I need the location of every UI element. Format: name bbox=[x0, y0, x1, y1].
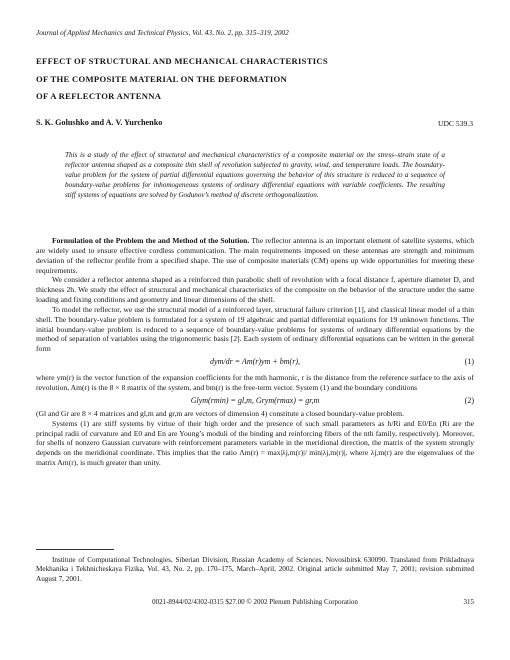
paragraph-1-text: The reflector antenna is an important element of satellite systems, which are widely used to ensure effective cordless communication. The main requirements imposed on these antennas are strength and minimum deviation of the reflector profile from a specified shape. The use of composite materials (CM) opens up wide opportunities for meeting these requirements. bbox=[36, 236, 474, 275]
title-line-2: OF THE COMPOSITE MATERIAL ON THE DEFORMATION bbox=[36, 73, 287, 84]
main-text bbox=[36, 236, 474, 468]
title-line-1: EFFECT OF STRUCTURAL AND MECHANICAL CHARACTERISTICS bbox=[36, 56, 329, 66]
title-line-3: OF A REFLECTOR ANTENNA bbox=[36, 91, 162, 101]
equation-2-number: (2) bbox=[464, 395, 474, 405]
footnote-rule bbox=[36, 549, 114, 550]
footnote bbox=[36, 556, 474, 584]
paragraph-4: where ym(r) is the vector function of the expansion coefficients for the mth harmonic, r is the distance from the reference surface to the axis of revolution, Am(r) is the 8 × 8 matrix of the system, and bm(r) is the free-term vector. System (1) and the boundary conditions bbox=[36, 373, 474, 392]
paragraph-5: (Gl and Gr are 8 × 4 matrices and gl,m and gr,m are vectors of dimension 4) constitute a closed boundary-value problem. bbox=[36, 408, 404, 418]
paragraph-2: We consider a reflector antenna shaped as a reinforced thin parabolic shell of revolution with a focal distance f, aperture diameter D, and thickness 2h. We study the effect of structural and mechanical characteristics of the composite on the behavior of the structure under the same loading and fixing conditions and geometry and linear dimensions of the shell. bbox=[36, 275, 474, 305]
equation-1-body: dym/dr = Am(r)ym + bm(r), bbox=[210, 357, 300, 367]
paragraph-1 bbox=[36, 236, 474, 275]
equation-2 bbox=[36, 393, 474, 409]
abstract: This is a study of the effect of structural and mechanical characteristics of a composite material on the stress–strain state of a reflector antenna shaped as a composite thin shell of revolution subjected to gravity, wind, and temperature loads. The boundary-value problem for the system of partial differential equations governing the behavior of this structure is reduced to a sequence of boundary-value problems for inhomogeneous systems of ordinary differential equations with variable coefficients. The resulting stiff systems of equations are solved by Godunov’s method of discrete orthogonalization. bbox=[65, 151, 445, 199]
page-number: 315 bbox=[463, 598, 474, 606]
paragraph-6: Systems (1) are stiff systems by virtue of their high order and the presence of such small parameters as h/Ri and E0/En (Ri are the principal radii of curvature and E0 and En are Young’s moduli of the binding and reinforcing fibers of the nth family, respectively). Moreover, for shells of nonzero Gaussian curvature with reinforcement parameters variable in the meridional direction, the matrix of the system strongly depends on the meridional coordinate. This implies that the ratio Λm(r) = max|λj,m(r)|/ min|λj,m(r)|, where λj,m(r) are the eigenvalues of the matrix Am(r), is much greater than unity. bbox=[36, 418, 474, 468]
journal-citation: Journal of Applied Mechanics and Technical Physics, Vol. 43, No. 2, pp. 315–319, 2002 bbox=[36, 29, 289, 37]
paper-title bbox=[36, 53, 328, 106]
equation-1-number: (1) bbox=[464, 357, 474, 367]
section-heading: Formulation of the Problem the and Method of the Solution. bbox=[52, 236, 250, 245]
paragraph-3: To model the reflector, we use the structural model of a reinforced layer, structural failure criterion [1], and classical linear model of a thin shell. The boundary-value problem is formulated for a system of 19 algebraic and partial differential equations for 19 unknown functions. The initial boundary-value problem is reduced to a sequence of boundary-value problems for systems of ordinary differential equations by the method of separation of variables using the trigonometric basis [2]. Each system of ordinary differential equations can be written in the general form bbox=[36, 304, 474, 354]
equation-1 bbox=[36, 354, 474, 373]
issn-line: 0021-8944/02/4302-0315 $27.00 © 2002 Plenum Publishing Corporation bbox=[152, 598, 358, 606]
equation-2-body: Glym(rmin) = gl,m, Grym(rmax) = gr,m bbox=[190, 395, 320, 405]
affiliation-footnote: Institute of Computational Technologies, Siberian Division, Russian Academy of Sciences, Novosibirsk 630090. Translated from Prikladnaya Mekhanika i Tekhnicheskaya Fizika, Vol. 43, No. 2, pp. 170–175, March–April, 2002. Original article submitted May 7, 2001; revision submitted August 7, 2001. bbox=[36, 556, 474, 583]
authors: S. K. Golushko and A. V. Yurchenko bbox=[36, 118, 163, 127]
udc-code: UDC 539.3 bbox=[437, 119, 473, 128]
